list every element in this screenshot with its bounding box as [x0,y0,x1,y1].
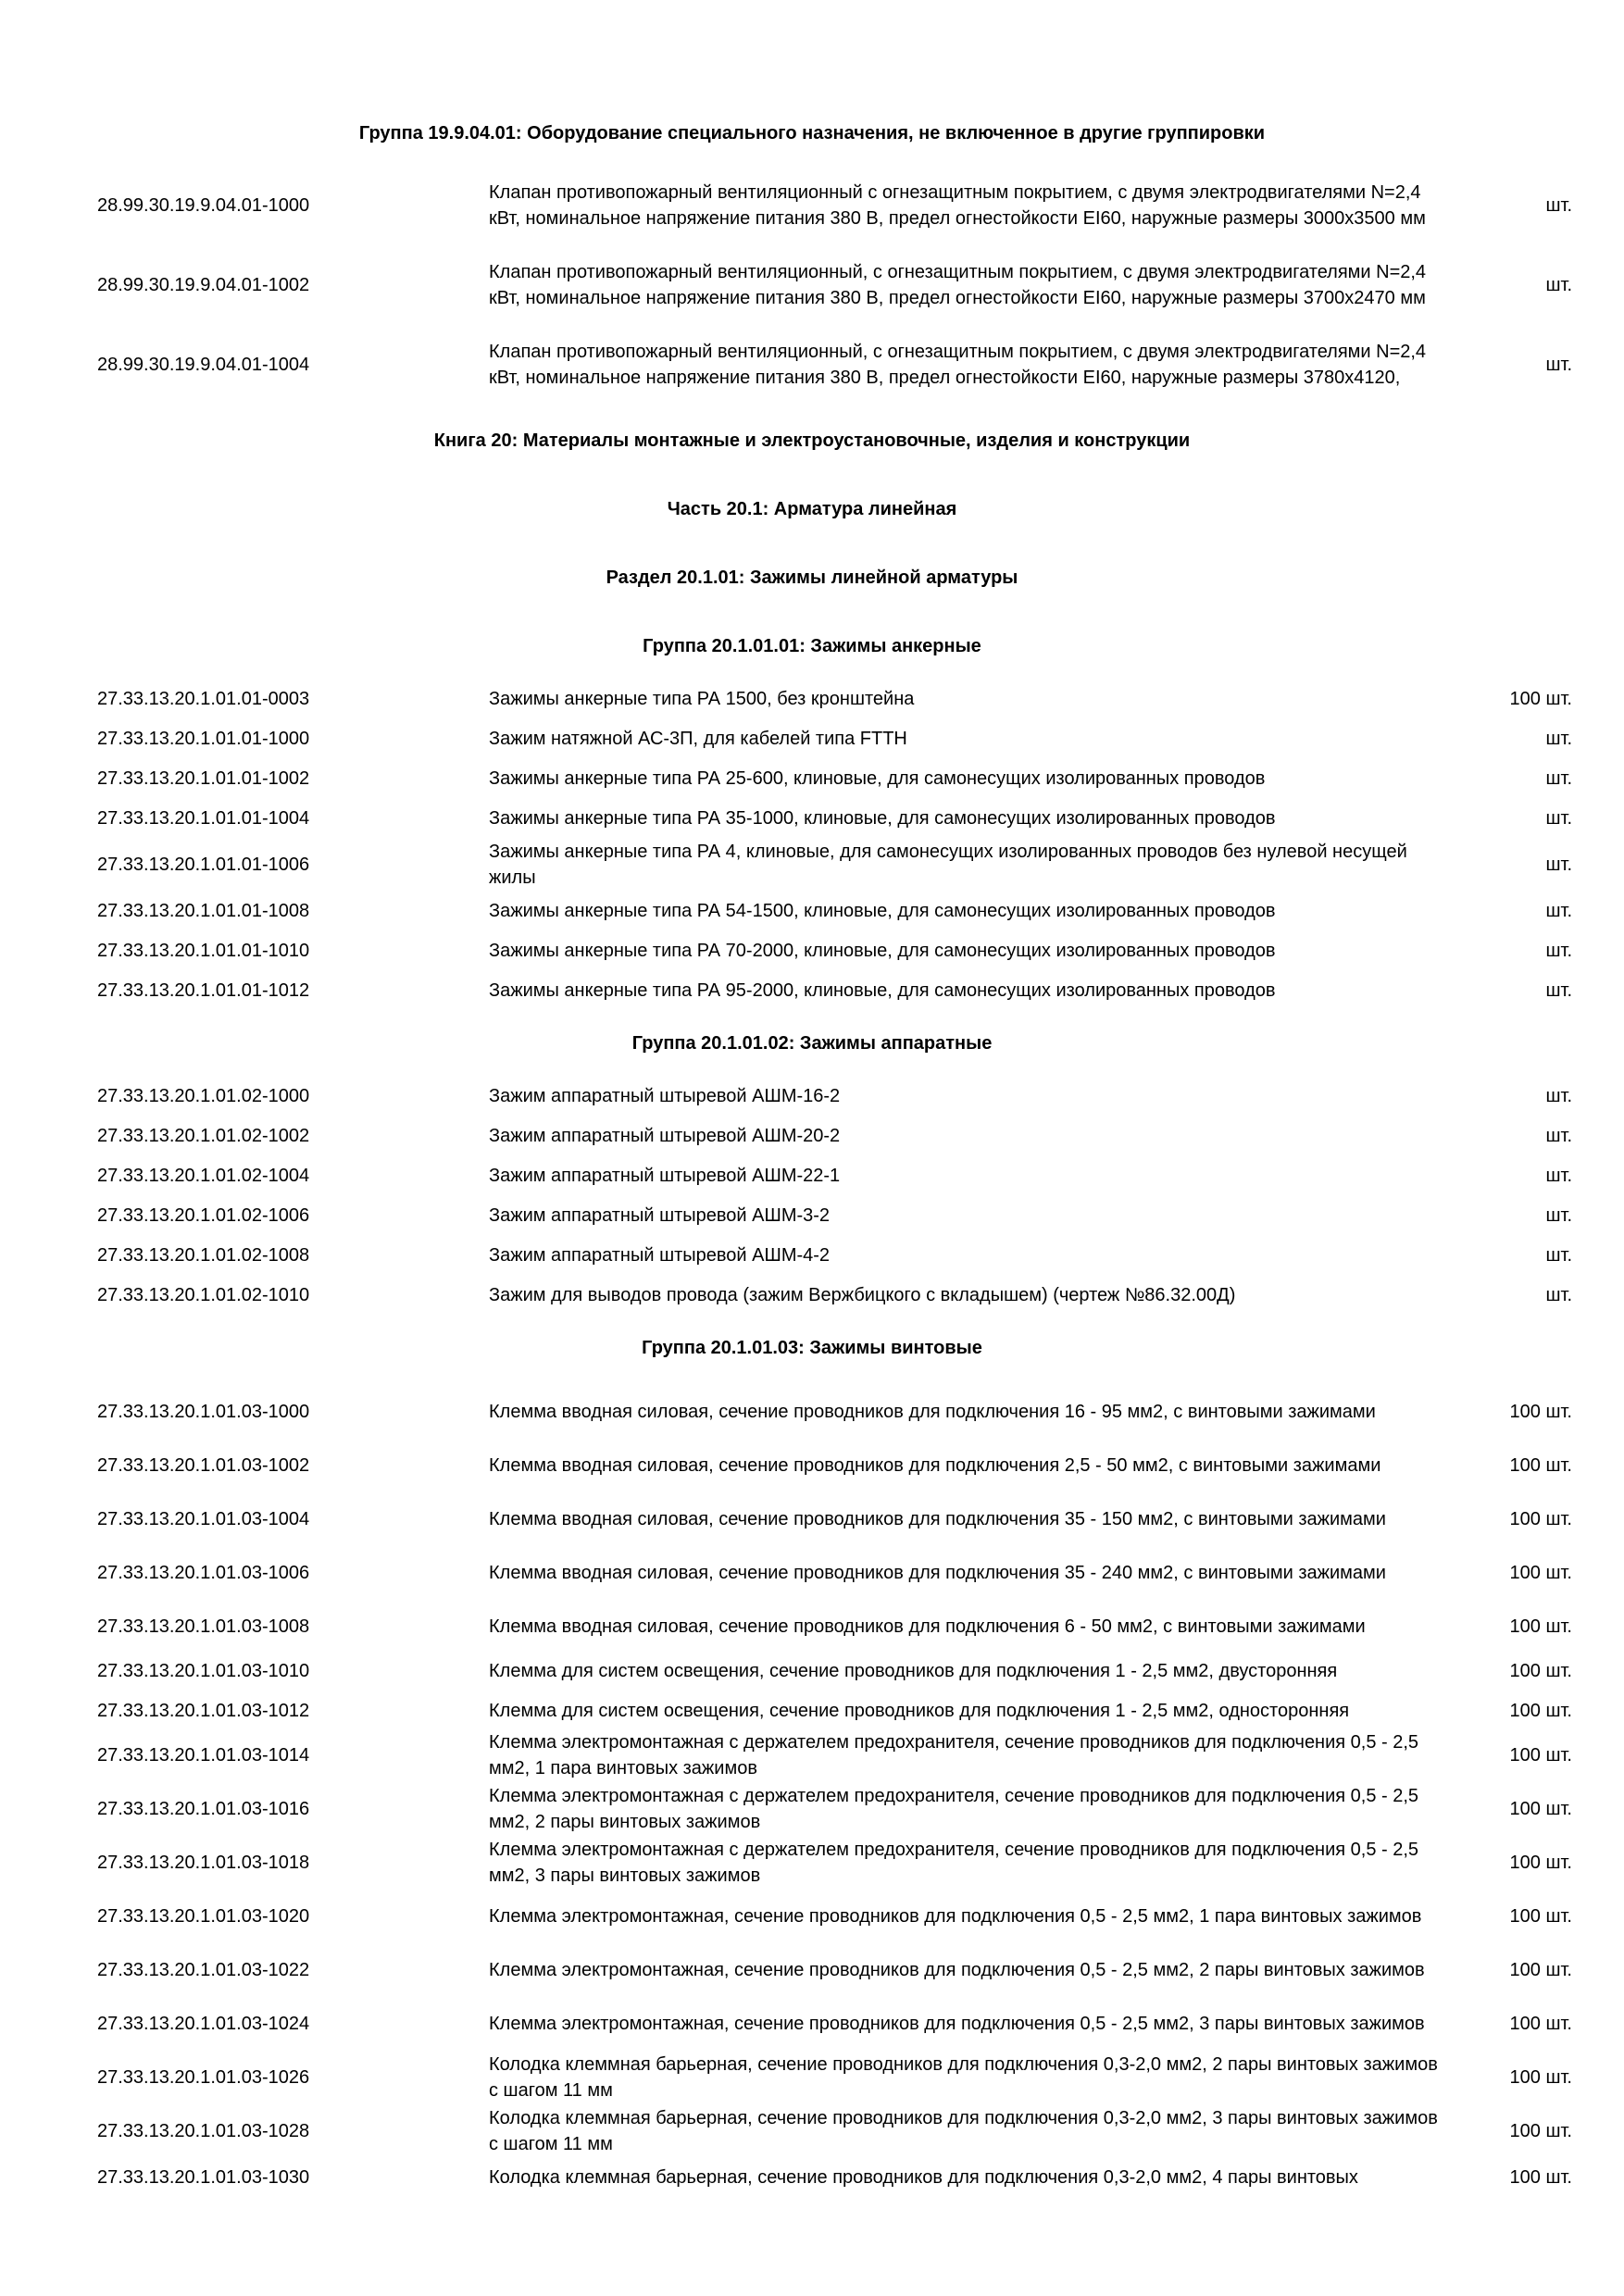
group-heading: Группа 20.1.01.01: Зажимы анкерные [643,636,981,656]
item-unit: 100 шт. [1509,2067,1572,2088]
item-description: Зажимы анкерные типа РА 95-2000, клиновые, для самонесущих изолированных проводов [489,980,1276,1001]
item-code: 27.33.13.20.1.01.02-1000 [97,1086,310,1106]
item-code: 27.33.13.20.1.01.01-1012 [97,980,310,1001]
book-heading: Книга 20: Материалы монтажные и электроустановочные, изделия и конструкции [433,430,1191,451]
item-description: Колодка клеммная барьерная, сечение проводников для подключения 0,3-2,0 мм2, 3 пары винтовых зажимов с шагом 11 мм [489,2108,1438,2154]
item-unit: 100 шт. [1509,1906,1572,1927]
item-unit: шт. [1545,1126,1572,1146]
section-heading: Раздел 20.1.01: Зажимы линейной арматуры [606,568,1018,588]
table-row [0,2052,1624,2103]
item-description: Зажимы анкерные типа РА 70-2000, клиновые, для самонесущих изолированных проводов [489,941,1276,961]
group-heading: Группа 19.9.04.01: Оборудование специального назначения, не включенное в другие группировки [358,123,1266,144]
item-code: 27.33.13.20.1.01.03-1018 [97,1853,310,1873]
item-unit: 100 шт. [1509,1616,1572,1637]
item-description: Клемма вводная силовая, сечение проводников для подключения 35 - 240 мм2, с винтовыми зажимами [489,1563,1386,1583]
table-row [0,977,1624,1004]
table-row [0,1162,1624,1190]
table-row [0,1281,1624,1309]
item-unit: шт. [1545,768,1572,789]
item-code: 27.33.13.20.1.01.03-1000 [97,1402,310,1422]
item-code: 27.33.13.20.1.01.03-1014 [97,1745,310,1766]
item-code: 27.33.13.20.1.01.01-1004 [97,808,310,829]
item-description: Клапан противопожарный вентиляционный, с огнезащитным покрытием, с двумя электродвигателями N=2,4 кВт, номинальное напряжение питания 380 В, предел огнестойкости EI60, наружные размеры 3780х4120, [489,342,1427,388]
table-row [0,1729,1624,1781]
table-row [0,168,1624,243]
table-row [0,328,1624,402]
table-row [0,765,1624,792]
item-code: 27.33.13.20.1.01.03-1006 [97,1563,310,1583]
item-code: 27.33.13.20.1.01.03-1010 [97,1661,310,1681]
group-heading: Группа 20.1.01.02: Зажимы аппаратные [631,1033,993,1054]
item-description: Клемма электромонтажная, сечение проводников для подключения 0,5 - 2,5 мм2, 3 пары винтовых зажимов [489,2014,1425,2034]
table-row [0,1657,1624,1685]
table-row [0,1082,1624,1110]
item-unit: 100 шт. [1509,689,1572,709]
item-description: Зажимы анкерные типа РА 35-1000, клиновые, для самонесущих изолированных проводов [489,808,1276,829]
item-unit: 100 шт. [1509,1661,1572,1681]
item-unit: 100 шт. [1509,1960,1572,1980]
item-unit: шт. [1545,808,1572,829]
item-unit: шт. [1545,1205,1572,1226]
item-unit: шт. [1545,275,1572,295]
table-row [0,725,1624,753]
item-description: Клемма электромонтажная, сечение проводников для подключения 0,5 - 2,5 мм2, 1 пара винтовых зажимов [489,1906,1422,1927]
item-description: Клапан противопожарный вентиляционный, с огнезащитным покрытием, с двумя электродвигателями N=2,4 кВт, номинальное напряжение питания 380 В, предел огнестойкости EI60, наружные размеры 3700х2470 мм [489,262,1427,308]
table-row [0,2164,1624,2191]
table-row [0,937,1624,965]
item-code: 27.33.13.20.1.01.02-1002 [97,1126,310,1146]
item-description: Зажим аппаратный штыревой АШМ-3-2 [489,1205,831,1226]
item-code: 27.33.13.20.1.01.03-1030 [97,2167,310,2188]
item-code: 27.33.13.20.1.01.03-1022 [97,1960,310,1980]
item-unit: 100 шт. [1509,1701,1572,1721]
table-row [0,1890,1624,1942]
item-code: 27.33.13.20.1.01.03-1024 [97,2014,310,2034]
item-code: 28.99.30.19.9.04.01-1002 [97,275,310,295]
item-code: 27.33.13.20.1.01.03-1008 [97,1616,310,1637]
table-row [0,1697,1624,1725]
item-unit: 100 шт. [1509,2014,1572,2034]
table-row [0,1998,1624,2050]
item-code: 27.33.13.20.1.01.02-1010 [97,1285,310,1305]
table-row [0,1493,1624,1545]
item-code: 27.33.13.20.1.01.01-1008 [97,901,310,921]
item-description: Зажим аппаратный штыревой АШМ-16-2 [489,1086,841,1106]
table-row [0,1601,1624,1653]
table-row [0,1440,1624,1491]
item-code: 27.33.13.20.1.01.03-1002 [97,1455,310,1476]
table-row [0,1944,1624,1996]
item-description: Зажим для выводов провода (зажим Вержбицкого с вкладышем) (чертеж №86.32.00Д) [489,1285,1236,1305]
item-unit: 100 шт. [1509,2167,1572,2188]
item-description: Зажимы анкерные типа РА 25-600, клиновые, для самонесущих изолированных проводов [489,768,1266,789]
item-code: 28.99.30.19.9.04.01-1000 [97,195,310,216]
item-description: Клемма электромонтажная с держателем предохранителя, сечение проводников для подключения 0,5 - 2,5 мм2, 2 пары винтовых зажимов [489,1786,1419,1832]
item-unit: шт. [1545,1166,1572,1186]
item-code: 27.33.13.20.1.01.03-1020 [97,1906,310,1927]
table-row [0,685,1624,713]
item-unit: шт. [1545,941,1572,961]
item-code: 27.33.13.20.1.01.03-1026 [97,2067,310,2088]
item-description: Клемма для систем освещения, сечение проводников для подключения 1 - 2,5 мм2, двусторонняя [489,1661,1338,1681]
item-description: Зажим аппаратный штыревой АШМ-4-2 [489,1245,831,1266]
item-unit: 100 шт. [1509,1402,1572,1422]
item-description: Клемма электромонтажная, сечение проводников для подключения 0,5 - 2,5 мм2, 2 пары винтовых зажимов [489,1960,1425,1980]
item-description: Клемма вводная силовая, сечение проводников для подключения 6 - 50 мм2, с винтовыми зажимами [489,1616,1366,1637]
item-code: 27.33.13.20.1.01.03-1028 [97,2121,310,2141]
item-description: Зажим аппаратный штыревой АШМ-22-1 [489,1166,841,1186]
item-code: 27.33.13.20.1.01.02-1004 [97,1166,310,1186]
item-unit: 100 шт. [1509,1509,1572,1529]
item-code: 27.33.13.20.1.01.01-1000 [97,729,310,749]
group-heading: Группа 20.1.01.03: Зажимы винтовые [642,1338,982,1358]
item-unit: шт. [1545,1086,1572,1106]
part-heading: Часть 20.1: Арматура линейная [667,499,957,519]
table-row [0,805,1624,832]
item-description: Клемма для систем освещения, сечение проводников для подключения 1 - 2,5 мм2, односторонняя [489,1701,1350,1721]
item-description: Клемма вводная силовая, сечение проводников для подключения 2,5 - 50 мм2, с винтовыми зажимами [489,1455,1381,1476]
table-row [0,839,1624,891]
table-row [0,248,1624,322]
item-unit: шт. [1545,1285,1572,1305]
item-code: 27.33.13.20.1.01.03-1016 [97,1799,310,1819]
item-description: Клапан противопожарный вентиляционный с огнезащитным покрытием, с двумя электродвигателями N=2,4 кВт, номинальное напряжение питания 380 В, предел огнестойкости EI60, наружные размеры 3000х3500 мм [489,182,1426,229]
item-unit: шт. [1545,729,1572,749]
item-code: 27.33.13.20.1.01.01-1010 [97,941,310,961]
item-description: Клемма вводная силовая, сечение проводников для подключения 35 - 150 мм2, с винтовыми зажимами [489,1509,1386,1529]
table-row [0,1837,1624,1889]
item-code: 27.33.13.20.1.01.02-1006 [97,1205,310,1226]
item-description: Зажим натяжной АС-3П, для кабелей типа FTTH [489,729,907,749]
table-row [0,1202,1624,1229]
item-description: Зажим аппаратный штыревой АШМ-20-2 [489,1126,841,1146]
item-unit: 100 шт. [1509,1563,1572,1583]
table-row [0,1783,1624,1835]
item-description: Колодка клеммная барьерная, сечение проводников для подключения 0,3-2,0 мм2, 2 пары винтовых зажимов с шагом 11 мм [489,2054,1438,2101]
item-unit: 100 шт. [1509,1799,1572,1819]
item-unit: шт. [1545,980,1572,1001]
item-unit: 100 шт. [1509,2121,1572,2141]
item-unit: 100 шт. [1509,1745,1572,1766]
item-unit: шт. [1545,355,1572,375]
item-description: Зажимы анкерные типа РА 4, клиновые, для самонесущих изолированных проводов без нулевой несущей жилы [489,842,1407,888]
table-row [0,1122,1624,1150]
table-row [0,1547,1624,1599]
table-row [0,897,1624,925]
item-code: 27.33.13.20.1.01.02-1008 [97,1245,310,1266]
item-description: Зажимы анкерные типа РА 1500, без кронштейна [489,689,915,709]
item-description: Клемма вводная силовая, сечение проводников для подключения 16 - 95 мм2, с винтовыми зажимами [489,1402,1376,1422]
item-unit: шт. [1545,1245,1572,1266]
item-unit: 100 шт. [1509,1455,1572,1476]
item-code: 28.99.30.19.9.04.01-1004 [97,355,310,375]
item-unit: шт. [1545,901,1572,921]
item-code: 27.33.13.20.1.01.01-1006 [97,855,310,875]
item-unit: шт. [1545,855,1572,875]
item-description: Клемма электромонтажная с держателем предохранителя, сечение проводников для подключения 0,5 - 2,5 мм2, 3 пары винтовых зажимов [489,1840,1419,1886]
item-description: Клемма электромонтажная с держателем предохранителя, сечение проводников для подключения 0,5 - 2,5 мм2, 1 пара винтовых зажимов [489,1732,1419,1778]
item-code: 27.33.13.20.1.01.03-1012 [97,1701,310,1721]
item-code: 27.33.13.20.1.01.01-1002 [97,768,310,789]
item-code: 27.33.13.20.1.01.01-0003 [97,689,310,709]
table-row [0,1242,1624,1269]
item-unit: 100 шт. [1509,1853,1572,1873]
table-row [0,2105,1624,2157]
item-code: 27.33.13.20.1.01.03-1004 [97,1509,310,1529]
table-row [0,1386,1624,1438]
item-description: Зажимы анкерные типа РА 54-1500, клиновые, для самонесущих изолированных проводов [489,901,1276,921]
item-unit: шт. [1545,195,1572,216]
item-description: Колодка клеммная барьерная, сечение проводников для подключения 0,3-2,0 мм2, 4 пары винтовых [489,2167,1358,2188]
